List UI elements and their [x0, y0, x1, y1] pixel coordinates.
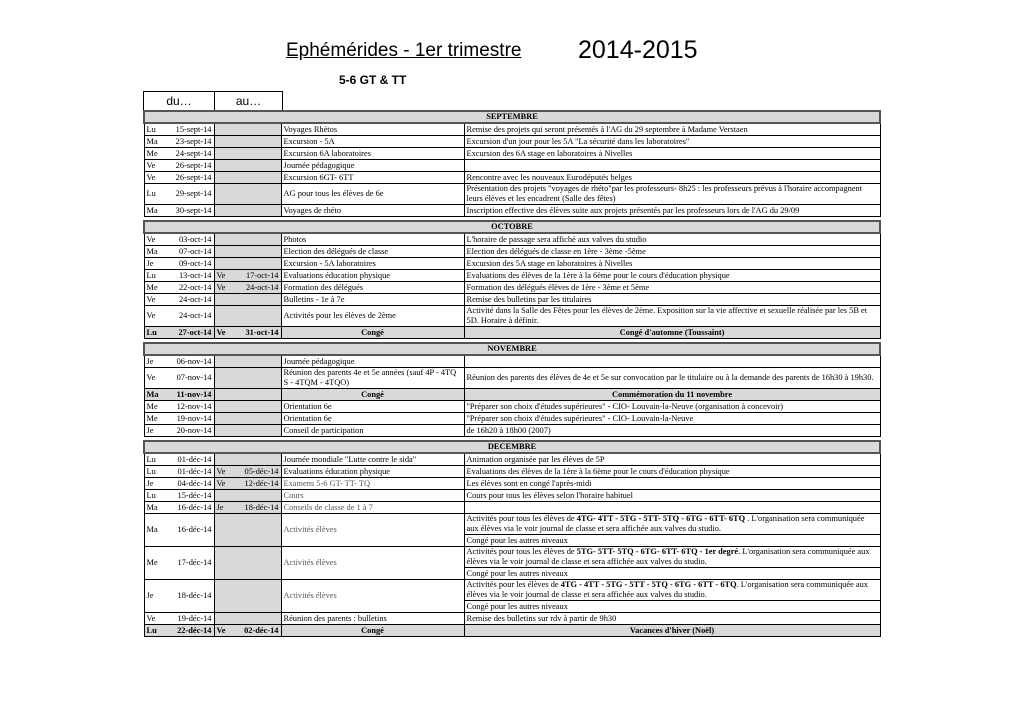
event-row — [144, 401, 880, 413]
document-title: Ephémérides - 1er trimestre — [286, 40, 522, 61]
event-row — [144, 258, 880, 270]
date-value: 30-sept-14 — [175, 205, 212, 215]
date-value: 26-sept-14 — [175, 172, 212, 182]
activity-cell: Voyages Rhétos — [281, 123, 464, 136]
date-value: 24-oct-14 — [245, 282, 279, 292]
activity-cell: Congé — [281, 389, 464, 401]
from-date-cell — [144, 502, 214, 514]
description-cell: Excursion des 6A stage en laboratoires à Nivelles — [464, 148, 880, 160]
description-cell: Activité dans la Salle des Fêtes pour les élèves de 2ème. Exposition sur la vie affective et sexuelle réalisée par les 5B et 5D. Horaire à définir. — [464, 306, 880, 327]
day-label: Lu — [146, 466, 156, 476]
day-label: Ma — [146, 502, 158, 512]
date-value: 12-déc-14 — [244, 478, 279, 488]
from-date-cell — [144, 490, 214, 502]
activity-cell: Excursion - 5A — [281, 136, 464, 148]
activity-cell: Cours — [281, 490, 464, 502]
month-header — [144, 111, 880, 123]
from-date-cell — [144, 401, 214, 413]
to-date-cell — [214, 368, 281, 389]
to-date-cell — [214, 425, 281, 437]
activity-cell: Orientation 6e — [281, 401, 464, 413]
class-list: 4TG - 4TT - 5TG - 5TT - 5TQ - 6TG - 6TT - 6TQ — [560, 580, 737, 589]
from-date-cell — [144, 160, 214, 172]
activity-cell: Voyages de rhéto — [281, 205, 464, 217]
activity-cell: Conseils de classe de 1 à 7 — [281, 502, 464, 514]
from-date-cell — [144, 306, 214, 327]
description-cell: Congé pour les autres niveaux — [464, 535, 880, 547]
to-date-cell — [214, 413, 281, 425]
event-row — [144, 490, 880, 502]
date-value: 22-déc-14 — [177, 625, 212, 635]
date-value: 16-déc-14 — [177, 525, 212, 534]
class-list: 5TG- 5TT- 5TQ - 6TG- 6TT- 6TQ - 1er degré — [576, 547, 739, 556]
from-date-cell — [144, 413, 214, 425]
to-date-cell — [214, 123, 281, 136]
description-cell: Activités pour tous les élèves de 4TG- 4TT - 5TG - 5TT- 5TQ - 6TG - 6TT- 6TQ . L'organisation sera communiquée aux élèves via le voir journal de classe et sera affichée aux valves du studio. — [464, 514, 880, 535]
event-row — [144, 368, 880, 389]
day-label: Ve — [216, 466, 226, 476]
day-label: Ma — [146, 525, 158, 534]
day-label: Lu — [146, 454, 156, 464]
event-row — [144, 306, 880, 327]
date-value: 07-nov-14 — [176, 373, 212, 382]
day-label: Ma — [146, 205, 158, 215]
from-date-cell — [144, 282, 214, 294]
description-cell: "Préparer son choix d'études supérieures" - CIO- Louvain-la-Neuve (organisation à concevoir) — [464, 401, 880, 413]
to-date-cell — [214, 172, 281, 184]
from-date-cell — [144, 258, 214, 270]
from-date-cell — [144, 205, 214, 217]
activity-cell: Evaluations éducation physique — [281, 270, 464, 282]
date-value: 17-oct-14 — [245, 270, 279, 280]
event-row — [144, 514, 880, 535]
event-row — [144, 547, 880, 568]
from-date-cell — [144, 172, 214, 184]
to-date-cell — [214, 401, 281, 413]
activity-cell: Photos — [281, 233, 464, 246]
event-row — [144, 136, 880, 148]
to-date-cell — [214, 389, 281, 401]
event-row — [144, 613, 880, 625]
day-label: Je — [146, 425, 154, 435]
day-label: Ve — [216, 625, 226, 635]
description-cell: de 16h20 à 18h00 (2007) — [464, 425, 880, 437]
to-date-cell — [214, 270, 281, 282]
date-value: 17-déc-14 — [177, 558, 212, 567]
date-value: 27-oct-14 — [178, 327, 212, 337]
from-date-cell — [144, 184, 214, 205]
to-date-cell — [214, 502, 281, 514]
event-row — [144, 160, 880, 172]
day-label: Lu — [146, 490, 156, 500]
day-label: Ve — [146, 311, 156, 320]
from-date-cell — [144, 613, 214, 625]
date-value: 04-déc-14 — [177, 478, 212, 488]
event-row — [144, 453, 880, 466]
event-row — [144, 246, 880, 258]
to-date-cell — [214, 306, 281, 327]
day-label: Ve — [146, 294, 156, 304]
event-row — [144, 502, 880, 514]
activity-cell: Conseil de participation — [281, 425, 464, 437]
to-date-cell — [214, 580, 281, 613]
description-cell: Evaluations des élèves de la 1ère à la 6ème pour le cours d'éducation physique — [464, 270, 880, 282]
date-value: 20-nov-14 — [176, 425, 212, 435]
day-label: Ve — [146, 160, 156, 170]
event-row — [144, 425, 880, 437]
day-label: Ve — [216, 478, 226, 488]
document-subtitle: 5-6 GT & TT — [339, 73, 407, 87]
date-value: 05-déc-14 — [244, 466, 279, 476]
date-value: 12-nov-14 — [176, 401, 212, 411]
activity-cell: Excursion - 5A laboratoires — [281, 258, 464, 270]
description-cell: Les élèves sont en congé l'après-midi — [464, 478, 880, 490]
day-label: Me — [146, 282, 158, 292]
date-value: 19-nov-14 — [176, 413, 212, 423]
from-date-cell — [144, 514, 214, 547]
school-year: 2014-2015 — [578, 36, 698, 64]
event-row — [144, 270, 880, 282]
from-date-cell — [144, 136, 214, 148]
activity-cell: Formation des délégués — [281, 282, 464, 294]
from-date-cell — [144, 453, 214, 466]
day-label: Lu — [146, 327, 157, 337]
from-date-cell — [144, 368, 214, 389]
description-cell: Congé d'automne (Toussaint) — [464, 327, 880, 339]
activity-cell: Evaluations éducation physique — [281, 466, 464, 478]
schedule-table — [143, 110, 881, 637]
event-row — [144, 123, 880, 136]
description-cell: Commémoration du 11 novembre — [464, 389, 880, 401]
month-name: NOVEMBRE — [144, 343, 880, 355]
description-cell: Remise des projets qui seront présentés à l'AG du 29 septembre à Madame Verstaen — [464, 123, 880, 136]
description-cell: L'horaire de passage sera affiché aux valves du studio — [464, 233, 880, 246]
activity-cell: Examens 5-6 GT- TT- TQ — [281, 478, 464, 490]
to-date-cell — [214, 184, 281, 205]
day-label: Ve — [216, 282, 226, 292]
header-from: du… — [144, 92, 215, 111]
activity-cell: Congé — [281, 625, 464, 637]
day-label: Ve — [216, 270, 226, 280]
activity-cell: Activités pour les élèves de 2ème — [281, 306, 464, 327]
day-label: Ve — [216, 327, 226, 337]
day-label: Je — [146, 356, 154, 366]
description-cell: Réunion des parents des élèves de 4e et 5e sur convocation par le titulaire ou à la demande des parents de 16h30 à 19h30. — [464, 368, 880, 389]
date-value: 29-sept-14 — [175, 189, 212, 198]
day-label: Ma — [146, 136, 158, 146]
activity-cell: Journée pédagogique — [281, 160, 464, 172]
from-date-cell — [144, 466, 214, 478]
description-cell: Congé pour les autres niveaux — [464, 568, 880, 580]
activity-cell: Réunion des parents : bulletins — [281, 613, 464, 625]
from-date-cell — [144, 478, 214, 490]
event-row — [144, 282, 880, 294]
to-date-cell — [214, 625, 281, 637]
day-label: Lu — [146, 124, 156, 134]
description-cell: Formation des délégués élèves de 1ère - 3ème et 5ème — [464, 282, 880, 294]
description-cell: Activités pour tous les élèves de 5TG- 5TT- 5TQ - 6TG- 6TT- 6TQ - 1er degré. L'organisation sera communiquée aux élèves via le voir journal de classe et sera affichée aux valves du studio. — [464, 547, 880, 568]
month-name: OCTOBRE — [144, 221, 880, 233]
event-row — [144, 205, 880, 217]
activity-cell: Excursion 6A laboratoires — [281, 148, 464, 160]
day-label: Ve — [146, 373, 156, 382]
event-row — [144, 233, 880, 246]
to-date-cell — [214, 355, 281, 368]
description-cell — [464, 502, 880, 514]
day-label: Je — [146, 591, 154, 600]
description-cell: Excursion des 5A stage en laboratoires à Nivelles — [464, 258, 880, 270]
activity-cell: Excursion 6GT- 6TT — [281, 172, 464, 184]
from-date-cell — [144, 389, 214, 401]
description-cell — [464, 160, 880, 172]
date-value: 07-oct-14 — [178, 246, 212, 256]
date-value: 13-oct-14 — [178, 270, 212, 280]
event-row — [144, 466, 880, 478]
event-row — [144, 625, 880, 637]
from-date-cell — [144, 123, 214, 136]
to-date-cell — [214, 258, 281, 270]
description-cell: Congé pour les autres niveaux — [464, 601, 880, 613]
to-date-cell — [214, 466, 281, 478]
day-label: Me — [146, 148, 158, 158]
day-label: Me — [146, 558, 158, 567]
date-value: 19-déc-14 — [177, 613, 212, 623]
class-list: 4TG- 4TT - 5TG - 5TT- 5TQ - 6TG - 6TT- 6TQ — [576, 514, 746, 523]
day-label: Lu — [146, 189, 156, 198]
activity-cell: Journée pédagogique — [281, 355, 464, 368]
event-row — [144, 172, 880, 184]
day-label: Ve — [146, 234, 156, 244]
month-name: SEPTEMBRE — [144, 111, 880, 123]
activity-cell: Congé — [281, 327, 464, 339]
to-date-cell — [214, 205, 281, 217]
month-header — [144, 343, 880, 355]
from-date-cell — [144, 270, 214, 282]
date-value: 22-oct-14 — [178, 282, 212, 292]
column-headers — [143, 91, 283, 111]
date-value: 11-nov-14 — [176, 389, 212, 399]
from-date-cell — [144, 148, 214, 160]
event-row — [144, 148, 880, 160]
from-date-cell — [144, 246, 214, 258]
to-date-cell — [214, 282, 281, 294]
description-cell: Inscription effective des élèves suite aux projets présentés par les professeurs lors de l'AG du 29/09 — [464, 205, 880, 217]
date-value: 15-sept-14 — [175, 124, 212, 134]
to-date-cell — [214, 547, 281, 580]
month-name: DECEMBRE — [144, 441, 880, 453]
date-value: 16-déc-14 — [177, 502, 212, 512]
from-date-cell — [144, 294, 214, 306]
from-date-cell — [144, 625, 214, 637]
day-label: Ma — [146, 246, 158, 256]
event-row — [144, 184, 880, 205]
event-row — [144, 478, 880, 490]
date-value: 24-oct-14 — [178, 294, 212, 304]
date-value: 15-déc-14 — [177, 490, 212, 500]
date-value: 03-oct-14 — [178, 234, 212, 244]
month-header — [144, 441, 880, 453]
description-cell: "Préparer son choix d'études supérieures" - CIO- Louvain-la-Neuve — [464, 413, 880, 425]
date-value: 18-déc-14 — [244, 502, 279, 512]
header-to: au… — [215, 92, 283, 111]
description-cell: Evaluations des élèves de la 1ère à la 6ème pour le cours d'éducation physique — [464, 466, 880, 478]
to-date-cell — [214, 233, 281, 246]
to-date-cell — [214, 514, 281, 547]
from-date-cell — [144, 355, 214, 368]
date-value: 23-sept-14 — [175, 136, 212, 146]
from-date-cell — [144, 233, 214, 246]
day-label: Me — [146, 413, 158, 423]
description-cell: Election des délégués de classe en 1ère - 3ème -5ème — [464, 246, 880, 258]
event-row — [144, 294, 880, 306]
date-value: 01-déc-14 — [177, 466, 212, 476]
description-cell: Remise des bulletins sur rdv à partir de 9h30 — [464, 613, 880, 625]
to-date-cell — [214, 246, 281, 258]
day-label: Lu — [146, 270, 156, 280]
to-date-cell — [214, 453, 281, 466]
from-date-cell — [144, 547, 214, 580]
activity-cell: Activités élèves — [281, 547, 464, 580]
description-cell: Cours pour tous les élèves selon l'horaire habituel — [464, 490, 880, 502]
description-cell: Animation organisée par les élèves de 5P — [464, 453, 880, 466]
to-date-cell — [214, 327, 281, 339]
day-label: Me — [146, 401, 158, 411]
to-date-cell — [214, 490, 281, 502]
to-date-cell — [214, 160, 281, 172]
description-cell: Activités pour les élèves de 4TG - 4TT - 5TG - 5TT - 5TQ - 6TG - 6TT - 6TQ. L'organisation sera communiquée aux élèves via le voir journal de classe et sera affichée aux valves du studio. — [464, 580, 880, 601]
day-label: Ma — [146, 389, 159, 399]
activity-cell: AG pour tous les élèves de 6e — [281, 184, 464, 205]
activity-cell: Bulletins - 1e à 7e — [281, 294, 464, 306]
day-label: Je — [146, 258, 154, 268]
date-value: 06-nov-14 — [176, 356, 212, 366]
event-row — [144, 580, 880, 601]
event-row — [144, 327, 880, 339]
to-date-cell — [214, 478, 281, 490]
month-header — [144, 221, 880, 233]
to-date-cell — [214, 136, 281, 148]
date-value: 01-déc-14 — [177, 454, 212, 464]
date-value: 26-sept-14 — [175, 160, 212, 170]
description-cell: Vacances d'hiver (Noël) — [464, 625, 880, 637]
activity-cell: Orientation 6e — [281, 413, 464, 425]
activity-cell: Activités élèves — [281, 580, 464, 613]
day-label: Lu — [146, 625, 157, 635]
activity-cell: Réunion des parents 4e et 5e années (sauf 4P - 4TQ S - 4TQM - 4TQO) — [281, 368, 464, 389]
description-cell: Remise des bulletins par les titulaires — [464, 294, 880, 306]
to-date-cell — [214, 294, 281, 306]
from-date-cell — [144, 425, 214, 437]
description-cell: Excursion d'un jour pour les 5A "La sécurité dans les laboratoires" — [464, 136, 880, 148]
event-row — [144, 389, 880, 401]
activity-cell: Election des délégués de classe — [281, 246, 464, 258]
day-label: Ve — [146, 172, 156, 182]
activity-cell: Journée mondiale "Lutte contre le sida" — [281, 453, 464, 466]
to-date-cell — [214, 613, 281, 625]
date-value: 09-oct-14 — [178, 258, 212, 268]
from-date-cell — [144, 327, 214, 339]
description-cell: Présentation des projets "voyages de rhéto"par les professeurs- 8h25 : les professeurs prévus à l'horaire accompagnent leurs élèves et les encadrent (Salle des fêtes) — [464, 184, 880, 205]
day-label: Je — [146, 478, 154, 488]
date-value: 02-déc-14 — [244, 625, 279, 635]
event-row — [144, 413, 880, 425]
event-row — [144, 355, 880, 368]
day-label: Je — [216, 502, 224, 512]
date-value: 31-oct-14 — [245, 327, 279, 337]
description-cell — [464, 355, 880, 368]
day-label: Ve — [146, 613, 156, 623]
description-cell: Rencontre avec les nouveaux Eurodéputés belges — [464, 172, 880, 184]
activity-cell: Activités élèves — [281, 514, 464, 547]
date-value: 24-oct-14 — [178, 311, 212, 320]
date-value: 18-déc-14 — [177, 591, 212, 600]
date-value: 24-sept-14 — [175, 148, 212, 158]
to-date-cell — [214, 148, 281, 160]
from-date-cell — [144, 580, 214, 613]
